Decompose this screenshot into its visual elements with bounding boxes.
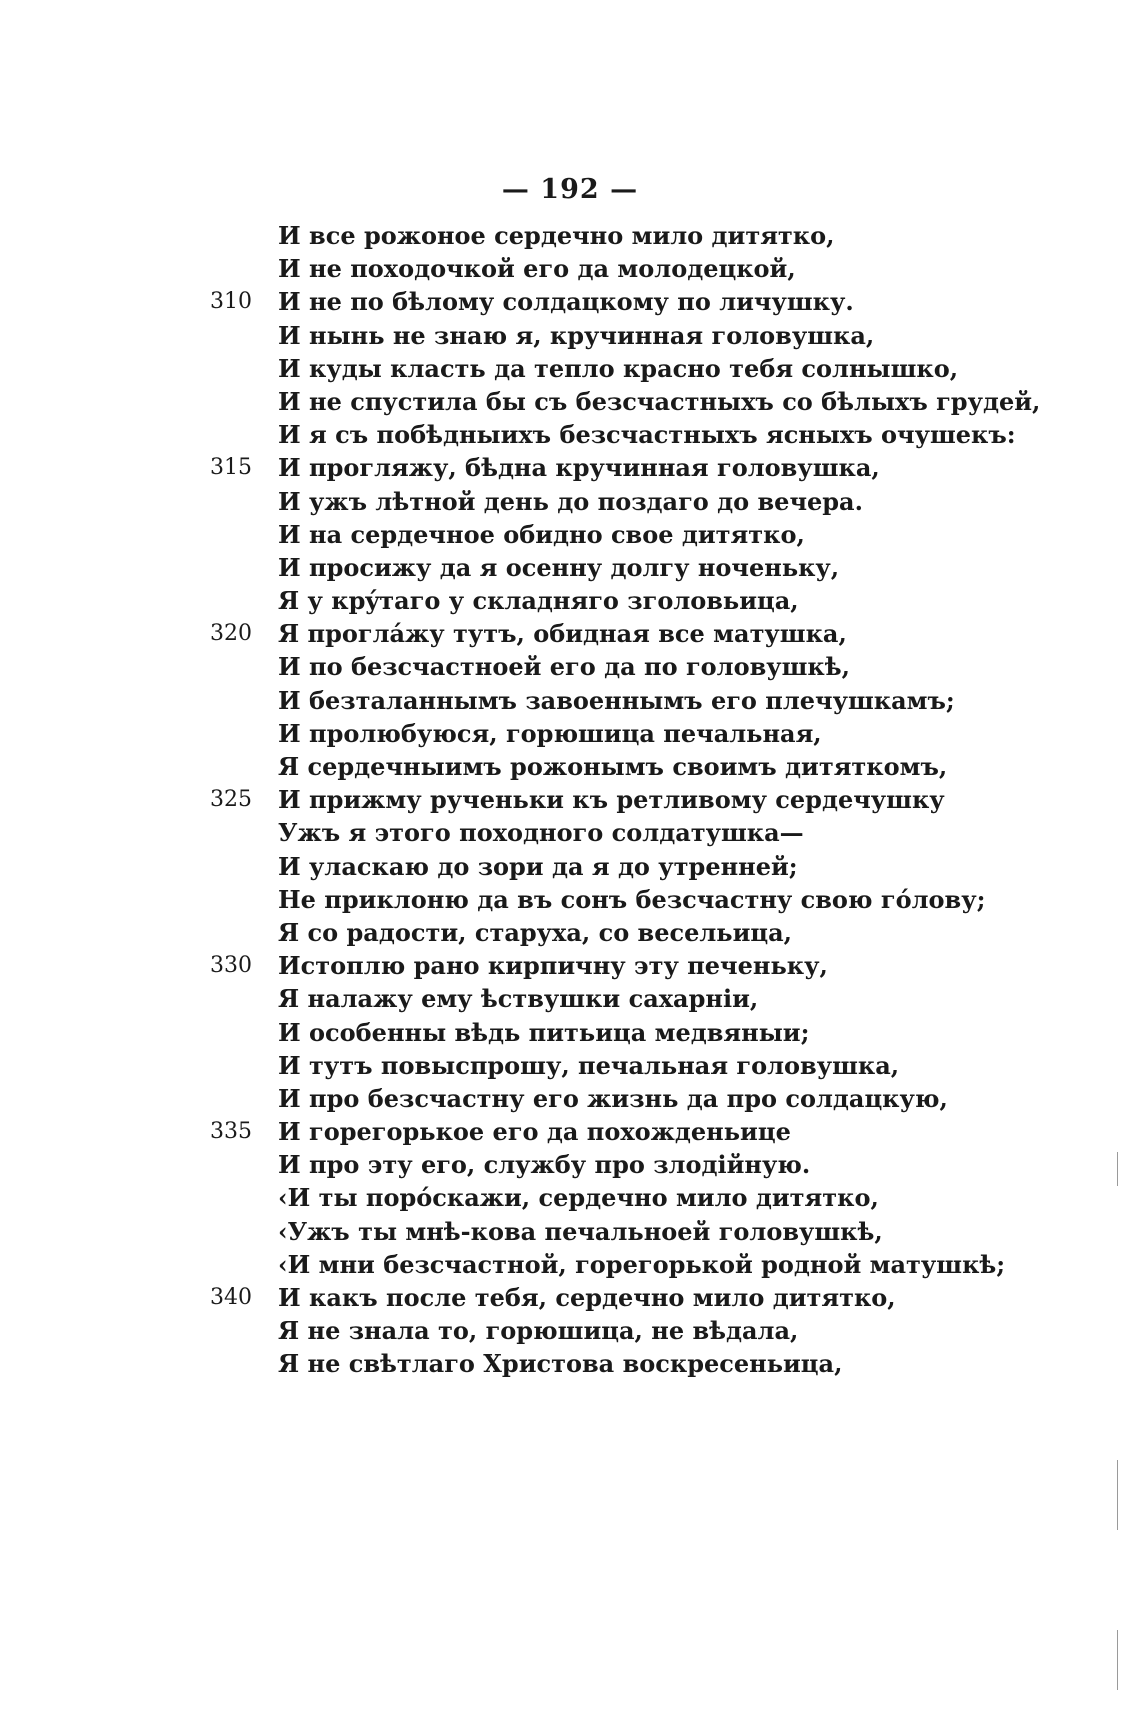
poem-line <box>210 1016 970 1049</box>
line-text: И горегорькое его да похожденьице <box>278 1117 791 1147</box>
line-text: Не приклоню да въ сонъ безсчастну свою гóлову; <box>278 884 986 914</box>
poem-line <box>210 551 970 584</box>
poem-line <box>210 816 970 849</box>
poem-line <box>210 451 970 484</box>
scan-edge-mark <box>1117 1152 1118 1186</box>
line-text: Ужъ я этого походного солдатушка— <box>278 818 804 848</box>
poem-line <box>210 485 970 518</box>
line-text: И прижму рученьки къ ретливому сердечушку <box>278 785 945 815</box>
line-text: Я со радости, старуха, со весельица, <box>278 917 793 947</box>
poem-line <box>210 850 970 883</box>
line-number: 335 <box>210 1119 252 1145</box>
line-text: И ужъ лѣтной день до поздаго до вечера. <box>278 486 863 516</box>
line-number: 340 <box>210 1285 252 1310</box>
line-text: Я налажу ему ѣствушки сахарніи, <box>278 984 759 1014</box>
line-text: И на сердечное обидно свое дитятко, <box>278 519 805 549</box>
line-text: И особенны вѣдь питьица медвяныи; <box>278 1017 810 1047</box>
poem-line <box>210 252 970 285</box>
poem-line <box>210 1115 970 1148</box>
line-text: Я проглáжу тутъ, обидная все матушка, <box>278 619 847 649</box>
line-number: 330 <box>210 953 252 979</box>
poem-line <box>210 783 970 816</box>
line-text: И прогляжу, бѣдна кручинная головушка, <box>278 453 880 483</box>
line-text: И просижу да я осенну долгу ноченьку, <box>278 552 840 582</box>
poem-line <box>210 418 1016 451</box>
line-text: Я у крýтаго у складняго зголовьица, <box>278 586 799 616</box>
line-number: 320 <box>210 621 252 647</box>
line-text: И не походочкой его да молодецкой, <box>278 254 796 284</box>
line-text: И куды класть да тепло красно тебя солнышко, <box>278 353 959 383</box>
line-text: Истоплю рано кирпичну эту печеньку, <box>278 951 828 981</box>
line-text: И по безсчастноей его да по головушкѣ, <box>278 652 850 682</box>
line-text: И все рожоное сердечно мило дитятко, <box>278 221 835 250</box>
poem-line <box>210 650 970 683</box>
poem-line <box>210 1049 970 1082</box>
poem-line <box>210 982 970 1015</box>
poem-line <box>210 1181 970 1214</box>
line-text: И про эту его, службу про злодійную. <box>278 1150 811 1180</box>
poem-line <box>210 319 970 352</box>
scan-edge-mark <box>1117 1460 1118 1530</box>
line-text: И пролюбуюся, горюшица печальная, <box>278 718 822 748</box>
poem-line <box>210 883 986 916</box>
poem-line <box>210 1314 970 1347</box>
line-text: И не по бѣлому солдацкому по личушку. <box>278 287 854 317</box>
line-text: ‹И мни безсчастной, горегорькой родной матушкѣ; <box>278 1249 1006 1279</box>
poem-body <box>210 219 1041 1381</box>
line-text: И какъ после тебя, сердечно мило дитятко, <box>278 1283 896 1312</box>
poem-line <box>210 617 970 650</box>
poem-line <box>210 684 970 717</box>
poem-line <box>210 352 970 385</box>
poem-line <box>210 1347 970 1380</box>
line-text: И безталаннымъ завоеннымъ его плечушкамъ; <box>278 685 955 715</box>
poem-line <box>210 949 970 982</box>
poem-line <box>210 1148 970 1181</box>
line-text: ‹И ты порóскажи, сердечно мило дитятко, <box>278 1183 879 1213</box>
line-text: ‹Ужъ ты мнѣ-кова печальноей головушкѣ, <box>278 1216 883 1246</box>
line-number: 325 <box>210 787 252 813</box>
line-text: Я не свѣтлаго Христова воскресеньица, <box>278 1349 843 1379</box>
poem-line <box>210 219 970 252</box>
poem-line <box>210 1215 970 1248</box>
poem-line <box>210 385 1041 418</box>
line-text: Я сердечныимъ рожонымъ своимъ дитяткомъ, <box>278 752 948 781</box>
poem-line <box>210 1281 970 1314</box>
poem-line <box>210 750 970 783</box>
page-number: — 192 — <box>501 174 639 205</box>
poem-line <box>210 584 970 617</box>
poem-line <box>210 1082 970 1115</box>
line-text: И уласкаю до зори да я до утренней; <box>278 851 798 881</box>
line-number: 315 <box>210 455 252 481</box>
scan-edge-mark <box>1117 1630 1118 1690</box>
line-text: Я не знала то, горюшица, не вѣдала, <box>278 1316 799 1346</box>
poem-line <box>210 916 970 949</box>
line-text: И не спустила бы съ безсчастныхъ со бѣлыхъ грудей, <box>278 386 1041 416</box>
poem-line <box>210 285 970 318</box>
line-text: И про безсчастну его жизнь да про солдацкую, <box>278 1083 948 1113</box>
line-text: И я съ побѣдныихъ безсчастныхъ ясныхъ очушекъ: <box>278 420 1016 450</box>
poem-line <box>210 717 970 750</box>
line-text: И нынь не знаю я, кручинная головушка, <box>278 320 875 350</box>
poem-line <box>210 1248 1006 1281</box>
line-number: 310 <box>210 289 252 315</box>
line-text: И тутъ повыспрошу, печальная головушка, <box>278 1050 900 1080</box>
poem-line <box>210 518 970 551</box>
